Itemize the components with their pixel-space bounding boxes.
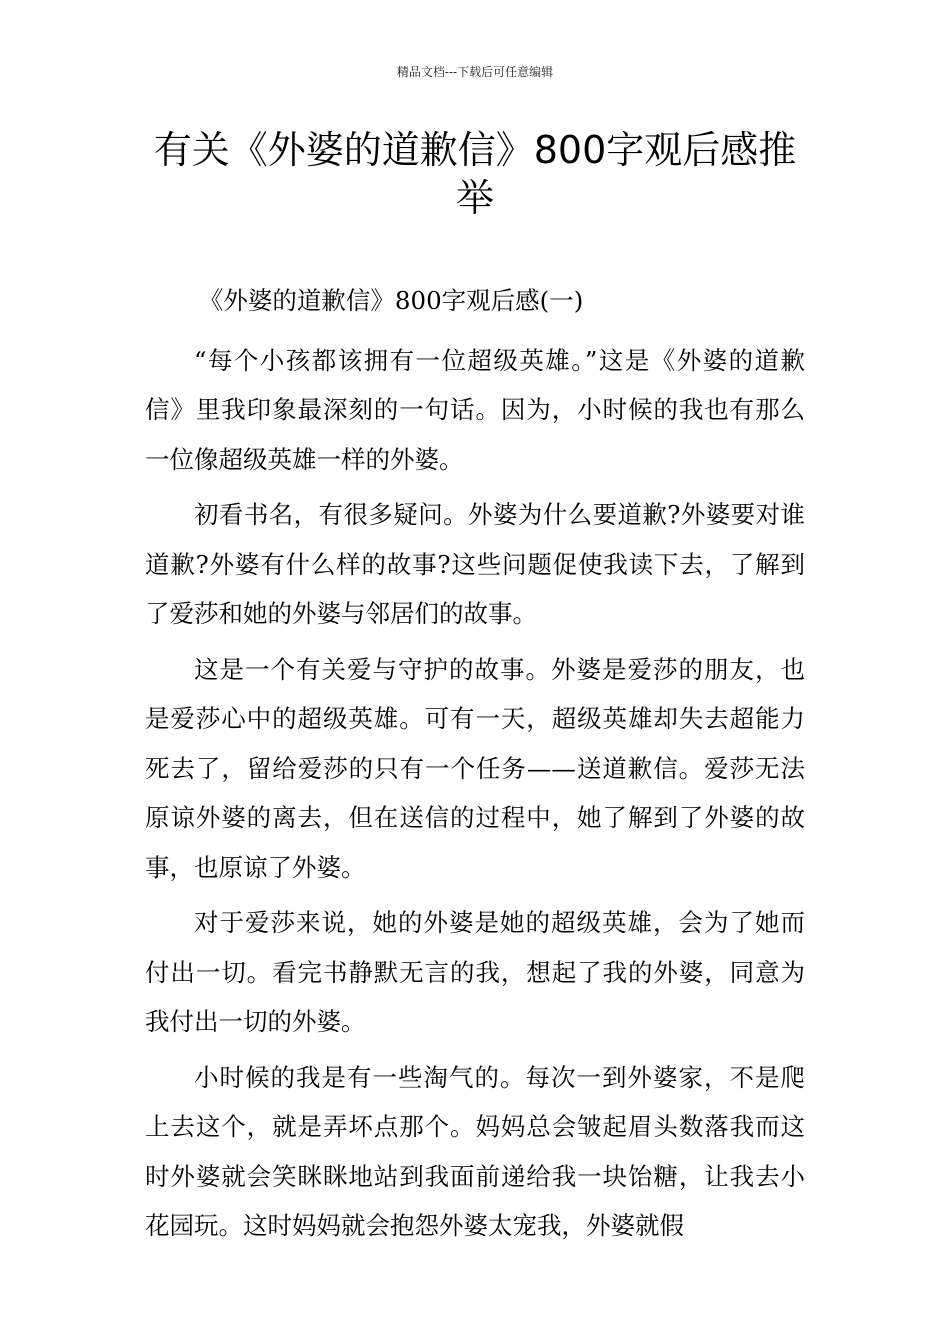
paragraph-1: “每个小孩都该拥有一位超级英雄。”这是《外婆的道歉信》里我印象最深刻的一句话。因为，小时候的我也有那么一位像超级英雄一样的外婆。	[145, 345, 805, 474]
document-title: 有关《外婆的道歉信》800字观后感推举	[153, 128, 797, 220]
paragraph-2: 初看书名，有很多疑问。外婆为什么要道歉?外婆要对谁道歉?外婆有什么样的故事?这些问题促使我读下去，了解到了爱莎和她的外婆与邻居们的故事。	[145, 500, 805, 628]
paragraph-4: 对于爱莎来说，她的外婆是她的超级英雄，会为了她而付出一切。看完书静默无言的我，想起了我的外婆，同意为我付出一切的外婆。	[145, 908, 805, 1036]
header-note: 精品文档---下载后可任意编辑	[396, 65, 554, 79]
document-body	[145, 276, 805, 1251]
paragraph-3: 这是一个有关爱与守护的故事。外婆是爱莎的朋友，也是爱莎心中的超级英雄。可有一天，超级英雄却失去超能力死去了，留给爱莎的只有一个任务——送道歉信。爱莎无法原谅外婆的离去，但在送信的过程中，她了解到了外婆的故事，也原谅了外婆。	[145, 654, 805, 882]
paragraph-5: 小时候的我是有一些淘气的。每次一到外婆家，不是爬上去这个，就是弄坏点那个。妈妈总会皱起眉头数落我而这时外婆就会笑眯眯地站到我面前递给我一块饴糖，让我去小花园玩。这时妈妈就会抱怨外婆太宠我，外婆就假	[145, 1062, 805, 1240]
section-subtitle: 《外婆的道歉信》800字观后感(一)	[198, 286, 584, 315]
